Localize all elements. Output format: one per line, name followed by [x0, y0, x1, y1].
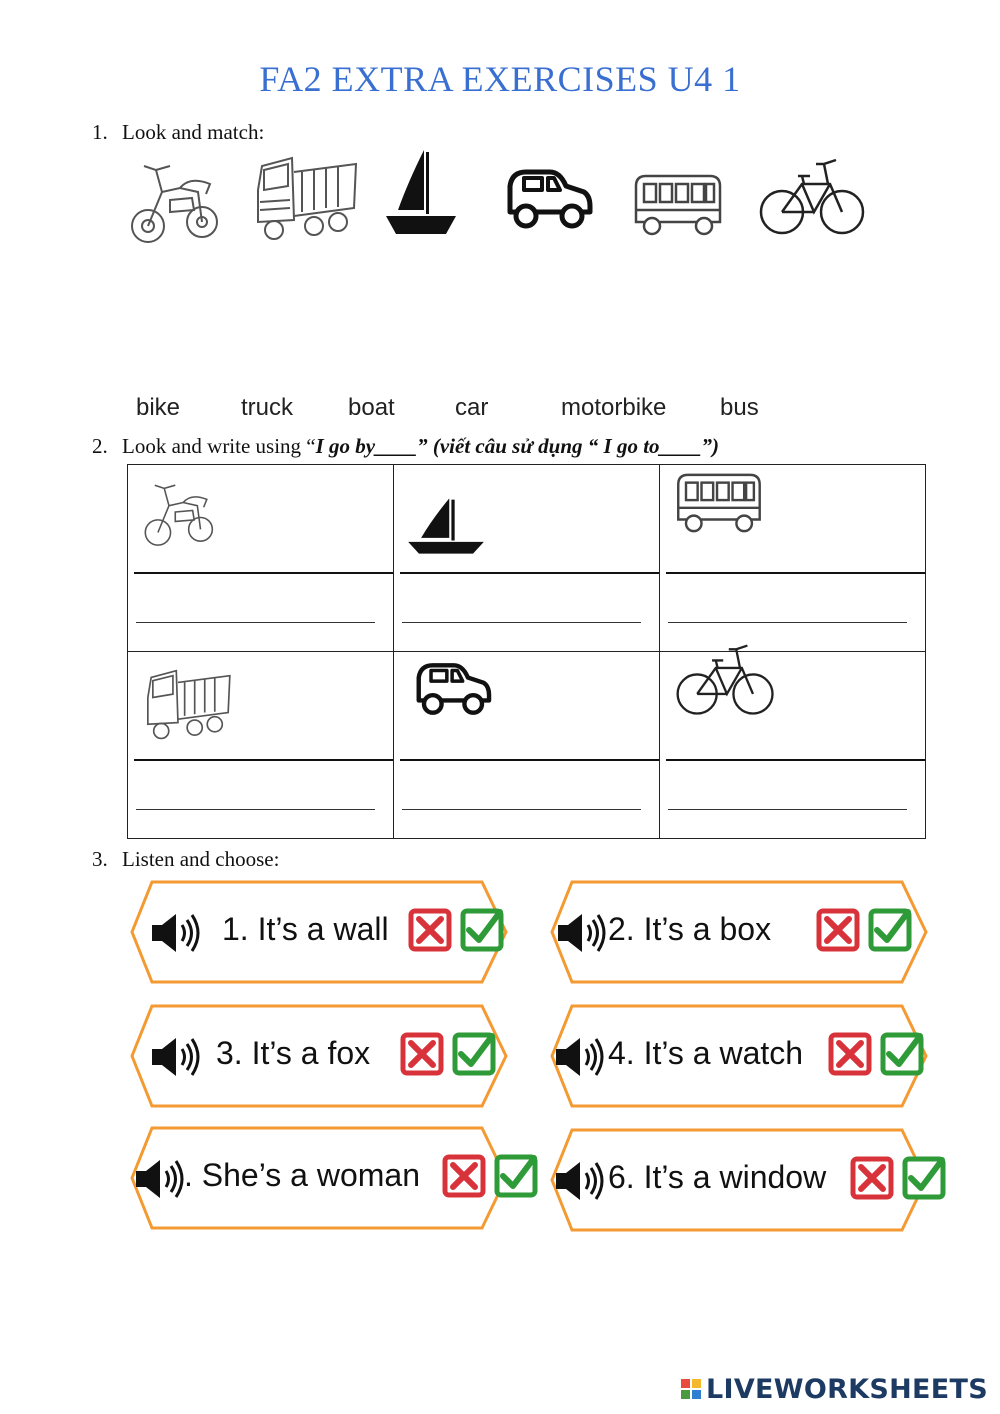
statement-text: 2. It’s a box: [608, 911, 772, 947]
exercise-3-instruction: Listen and choose:: [122, 847, 280, 871]
match-word-car: car: [455, 394, 489, 421]
match-word-truck: truck: [241, 394, 294, 421]
match-word-bus: bus: [720, 394, 759, 421]
bike-picture: [668, 640, 784, 720]
match-word-bike: bike: [136, 394, 181, 421]
logo-text: LIVEWORKSHEETS: [705, 1374, 988, 1405]
correct-choice-icon[interactable]: [452, 1032, 496, 1076]
answer-line[interactable]: [136, 622, 375, 623]
statement-text: 3. It’s a fox: [216, 1035, 371, 1071]
correct-choice-icon[interactable]: [902, 1156, 946, 1200]
grid-cell-truck: [128, 652, 394, 839]
wrong-choice-icon[interactable]: [828, 1032, 872, 1076]
bus-picture: [668, 471, 768, 535]
speaker-icon[interactable]: [150, 912, 202, 954]
answer-line[interactable]: [400, 759, 659, 761]
answer-line[interactable]: [136, 809, 375, 810]
exercise-2-heading: [92, 434, 719, 459]
answer-line[interactable]: [666, 759, 925, 761]
page-title: FA2 EXTRA EXERCISES U4 1: [259, 59, 741, 99]
listening-card-5: [130, 1124, 510, 1232]
answer-line[interactable]: [668, 622, 907, 623]
truck-picture: [252, 150, 360, 248]
car-picture: [406, 660, 500, 718]
exercise-2-instruction-prefix: Look and write using “: [122, 434, 316, 458]
answer-line[interactable]: [666, 572, 925, 574]
answer-line[interactable]: [402, 622, 641, 623]
grid-cell-boat: [394, 465, 660, 652]
logo-icon: [680, 1378, 702, 1400]
answer-line[interactable]: [402, 809, 641, 810]
listening-card-2: [550, 878, 930, 986]
correct-choice-icon[interactable]: [460, 908, 504, 952]
speaker-icon[interactable]: [134, 1158, 186, 1200]
correct-choice-icon[interactable]: [494, 1154, 538, 1198]
speaker-icon[interactable]: [554, 1160, 606, 1202]
listening-card-6: [550, 1126, 930, 1234]
bike-picture: [758, 154, 868, 240]
speaker-icon[interactable]: [150, 1036, 202, 1078]
boat-picture: [384, 148, 458, 236]
grid-cell-bus: [660, 465, 926, 652]
bus-picture: [630, 172, 724, 238]
match-word-boat: boat: [348, 394, 395, 421]
listening-card-1: [130, 878, 510, 986]
exercise-2-instruction-bold: I go by____” (viết câu sử dụng “ I go to____”): [315, 434, 720, 458]
exercise-3-number: 3.: [92, 847, 108, 871]
statement-text: 4. It’s a watch: [608, 1035, 804, 1071]
exercise-1-heading: [92, 120, 264, 145]
exercise-2-number: 2.: [92, 434, 108, 458]
grid-cell-motorbike: [128, 465, 394, 652]
statement-text: 1. It’s a wall: [222, 911, 389, 947]
match-word-motorbike: motorbike: [561, 394, 667, 421]
wrong-choice-icon[interactable]: [408, 908, 452, 952]
wrong-choice-icon[interactable]: [442, 1154, 486, 1198]
boat-picture: [406, 497, 486, 555]
motorbike-picture: [132, 471, 228, 553]
exercise-1-instruction: Look and match:: [122, 120, 265, 144]
wrong-choice-icon[interactable]: [850, 1156, 894, 1200]
wrong-choice-icon[interactable]: [400, 1032, 444, 1076]
answer-line[interactable]: [134, 572, 393, 574]
exercise-1-number: 1.: [92, 120, 108, 144]
car-picture: [504, 166, 594, 232]
answer-line[interactable]: [668, 809, 907, 810]
speaker-icon[interactable]: [554, 1036, 606, 1078]
liveworksheets-logo[interactable]: [680, 1374, 988, 1405]
writing-grid: [127, 464, 926, 839]
statement-text: . She’s a woman: [184, 1157, 420, 1193]
motorbike-picture: [130, 148, 222, 252]
correct-choice-icon[interactable]: [880, 1032, 924, 1076]
listening-card-3: [130, 1002, 510, 1110]
listening-card-4: [550, 1002, 930, 1110]
exercise-3-heading: [92, 847, 279, 872]
answer-line[interactable]: [400, 572, 659, 574]
wrong-choice-icon[interactable]: [816, 908, 860, 952]
truck-picture: [132, 664, 244, 746]
speaker-icon[interactable]: [556, 912, 608, 954]
grid-cell-car: [394, 652, 660, 839]
grid-cell-bike: [660, 652, 926, 839]
correct-choice-icon[interactable]: [868, 908, 912, 952]
answer-line[interactable]: [134, 759, 393, 761]
statement-text: 6. It’s a window: [608, 1159, 827, 1195]
